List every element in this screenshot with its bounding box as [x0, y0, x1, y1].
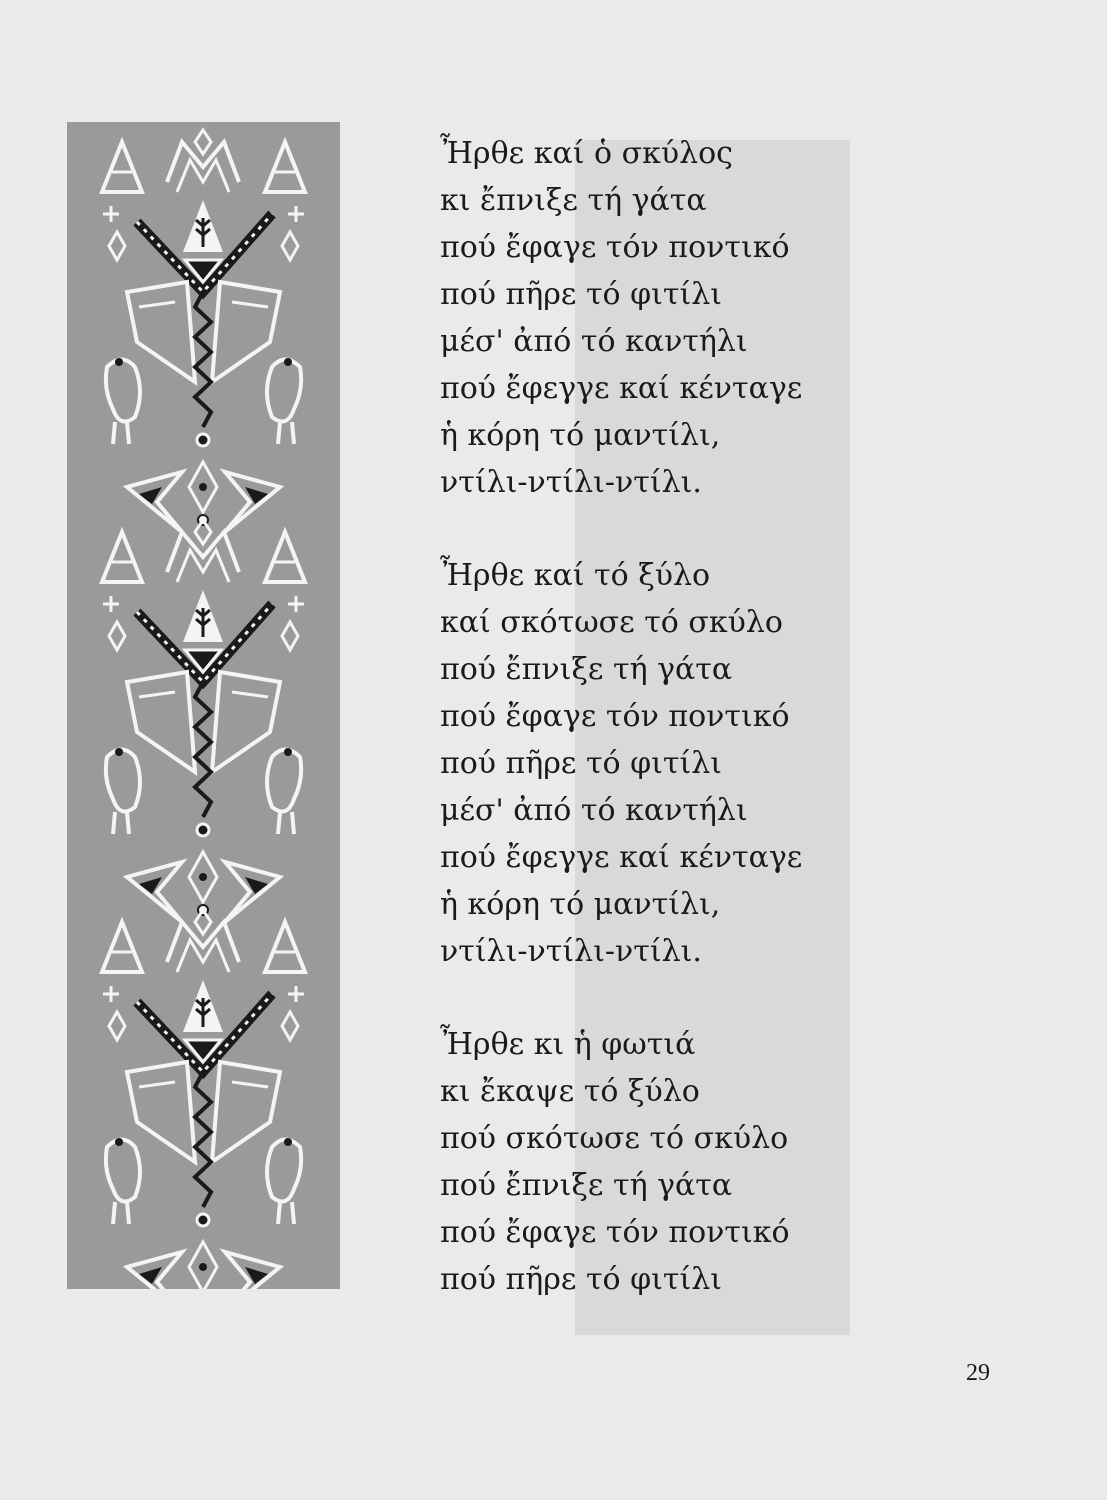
poem-line: Ἦρθε καί ὁ σκύλος: [440, 136, 733, 171]
poem-line: καί σκότωσε τό σκύλο: [440, 605, 783, 640]
poem-line: ἡ κόρη τό μαντίλι,: [440, 418, 721, 453]
poem-line: πού ἔπνιξε τή γάτα: [440, 652, 733, 687]
poem-line: πού ἔφαγε τόν ποντικό: [440, 230, 790, 265]
poem-line: κι ἔκαψε τό ξύλο: [440, 1074, 700, 1109]
poem-line: μέσ' ἀπό τό καντήλι: [440, 324, 748, 359]
stanza-3: [440, 1021, 880, 1303]
poem-line: πού πῆρε τό φιτίλι: [440, 746, 723, 781]
poem-line: κι ἔπνιξε τή γάτα: [440, 183, 707, 218]
poem: [440, 130, 880, 1349]
poem-line: πού πῆρε τό φιτίλι: [440, 1262, 723, 1297]
poem-line: Ἦρθε καί τό ξύλο: [440, 558, 711, 593]
poem-line: ντίλι-ντίλι-ντίλι.: [440, 934, 702, 969]
poem-line: ντίλι-ντίλι-ντίλι.: [440, 465, 702, 500]
page-number: 29: [966, 1360, 990, 1386]
folk-ornament-panel: [67, 122, 340, 1289]
poem-line: πού ἔπνιξε τή γάτα: [440, 1168, 733, 1203]
poem-line: πού ἔφαγε τόν ποντικό: [440, 699, 790, 734]
poem-line: πού πῆρε τό φιτίλι: [440, 277, 723, 312]
stanza-1: [440, 130, 880, 506]
poem-line: Ἦρθε κι ἡ φωτιά: [440, 1027, 696, 1062]
poem-line: ἡ κόρη τό μαντίλι,: [440, 887, 721, 922]
folk-embroidery-ornament-icon: [67, 122, 340, 1289]
poem-line: μέσ' ἀπό τό καντήλι: [440, 793, 748, 828]
poem-line: πού σκότωσε τό σκύλο: [440, 1121, 789, 1156]
poem-line: πού ἔφεγγε καί κένταγε: [440, 371, 803, 406]
poem-line: πού ἔφαγε τόν ποντικό: [440, 1215, 790, 1250]
poem-line: πού ἔφεγγε καί κένταγε: [440, 840, 803, 875]
stanza-2: [440, 552, 880, 975]
